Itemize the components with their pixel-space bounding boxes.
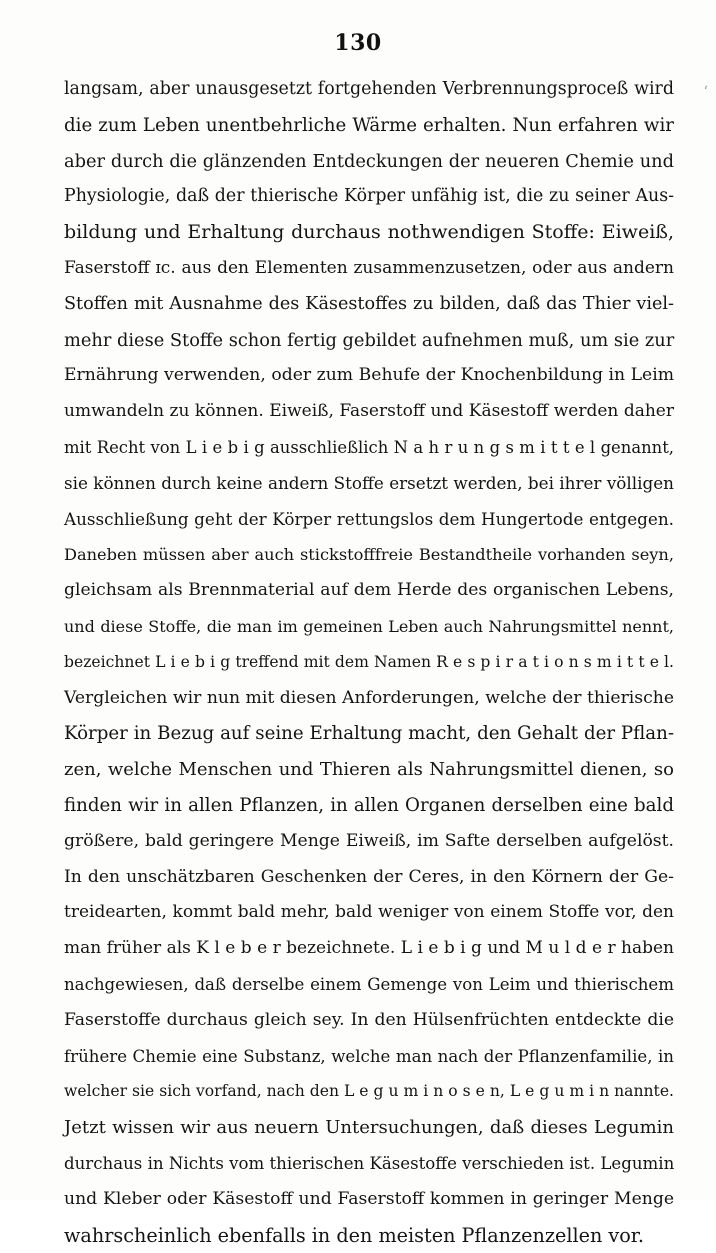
text-line: und Kleber oder Käsestoff und Faserstoff kommen in geringer Menge (64, 1182, 674, 1218)
text-line: gleichsam als Brennmaterial auf dem Herde des organischen Lebens, (64, 573, 674, 609)
page-number: 130 (0, 30, 716, 56)
text-line: umwandeln zu können. Eiweiß, Faserstoff und Käsestoff werden daher (64, 394, 674, 430)
text-line: Daneben müssen aber auch stickstofffreie Bestandtheile vorhanden seyn, (64, 537, 674, 573)
text-line: bezeichnet L i e b i g treffend mit dem Namen R e s p i r a t i o n s m i t t e l. (64, 645, 674, 681)
text-line: treidearten, kommt bald mehr, bald weniger von einem Stoffe vor, den (64, 895, 674, 931)
text-line: und diese Stoffe, die man im gemeinen Leben auch Nahrungsmittel nennt, (64, 609, 674, 645)
text-line: durchaus in Nichts vom thierischen Käsestoffe verschieden ist. Legumin (64, 1146, 674, 1182)
text-line: Ausschließung geht der Körper rettungslos dem Hungertode entgegen. (64, 502, 674, 538)
text-line: finden wir in allen Pflanzen, in allen Organen derselben eine bald (64, 788, 674, 824)
text-line: Körper in Bezug auf seine Erhaltung macht, den Gehalt der Pflan- (64, 716, 674, 752)
text-line: Faserstoff ɪc. aus den Elementen zusammenzusetzen, oder aus andern (64, 251, 674, 287)
text-line: wahrscheinlich ebenfalls in den meisten Pflanzenzellen vor. (64, 1218, 674, 1253)
text-line: nachgewiesen, daß derselbe einem Gemenge von Leim und thierischem (64, 967, 674, 1003)
text-line: die zum Leben unentbehrliche Wärme erhalten. Nun erfahren wir (64, 108, 674, 144)
text-line: Stoffen mit Ausnahme des Käsestoffes zu bilden, daß das Thier viel- (64, 287, 674, 323)
text-line: frühere Chemie eine Substanz, welche man nach der Pflanzenfamilie, in (64, 1039, 674, 1075)
text-line: man früher als K l e b e r bezeichnete. L i e b i g und M u l d e r haben (64, 931, 674, 967)
text-line: sie können durch keine andern Stoffe ersetzt werden, bei ihrer völligen (64, 466, 674, 502)
text-line: In den unschätzbaren Geschenken der Ceres, in den Körnern der Ge- (64, 860, 674, 896)
text-line: bildung und Erhaltung durchaus nothwendigen Stoffe: Eiweiß, (64, 215, 674, 251)
text-line: mit Recht von L i e b i g ausschließlich N a h r u n g s m i t t e l genannt, (64, 430, 674, 466)
text-line: Vergleichen wir nun mit diesen Anforderungen, welche der thierische (64, 681, 674, 717)
text-line: größere, bald geringere Menge Eiweiß, im Safte derselben aufgelöst. (64, 824, 674, 860)
text-line: Physiologie, daß der thierische Körper unfähig ist, die zu seiner Aus- (64, 179, 674, 215)
text-line: welcher sie sich vorfand, nach den L e g u m i n o s e n, L e g u m i n nannte. (64, 1074, 674, 1110)
text-line: Jetzt wissen wir aus neuern Untersuchungen, daß dieses Legumin (64, 1110, 674, 1146)
body-text (64, 72, 674, 1253)
text-line: zen, welche Menschen und Thieren als Nahrungsmittel dienen, so (64, 752, 674, 788)
margin-mark: ‘ (704, 84, 708, 100)
text-line: langsam, aber unausgesetzt fortgehenden Verbrennungsproceß wird (64, 72, 674, 108)
text-line: mehr diese Stoffe schon fertig gebildet aufnehmen muß, um sie zur (64, 323, 674, 359)
text-line: Faserstoffe durchaus gleich sey. In den Hülsenfrüchten entdeckte die (64, 1003, 674, 1039)
text-line: Ernährung verwenden, oder zum Behufe der Knochenbildung in Leim (64, 358, 674, 394)
text-line: aber durch die glänzenden Entdeckungen der neueren Chemie und (64, 144, 674, 180)
